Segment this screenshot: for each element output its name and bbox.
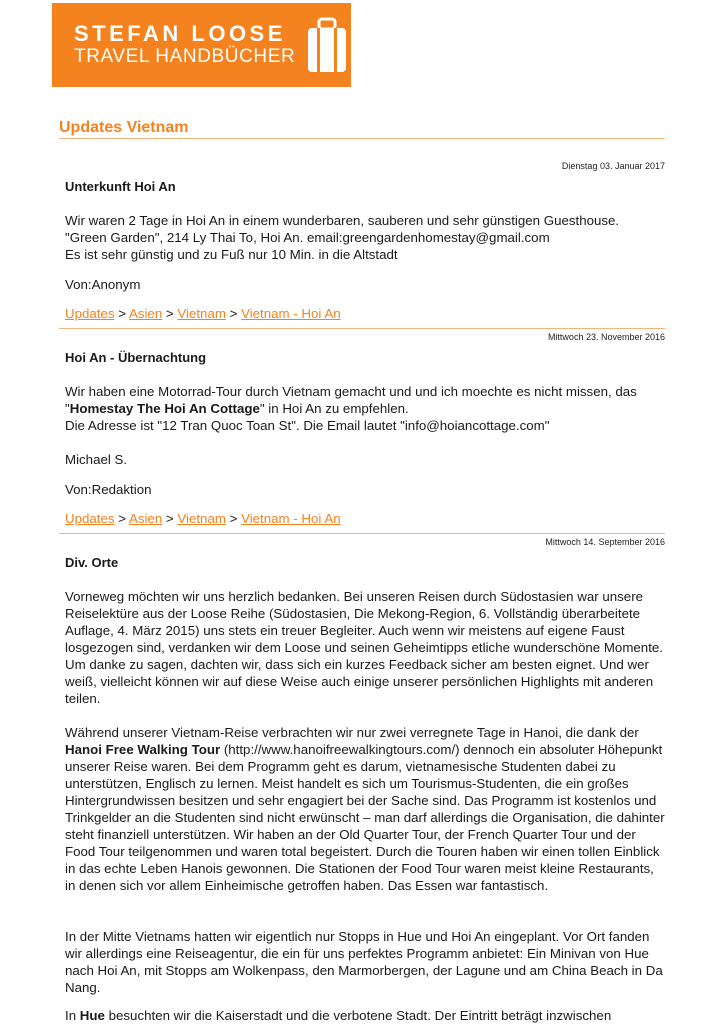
entry-date: Mittwoch 14. September 2016 [545,537,665,547]
breadcrumb-asien-link[interactable]: Asien [128,306,163,321]
breadcrumb-vietnam-hoi-an-link[interactable]: Vietnam - Hoi An [241,511,341,526]
entry-body-line: "Homestay The Hoi An Cottage" in Hoi An zu empfehlen. [65,401,409,416]
breadcrumb-vietnam-link[interactable]: Vietnam [177,306,226,321]
homestay-name: Homestay The Hoi An Cottage [69,401,260,416]
entry-author: Von:Redaktion [65,482,152,497]
tour-name: Hanoi Free Walking Tour [65,742,221,757]
entry-body-line: Wir waren 2 Tage in Hoi An in einem wunderbaren, sauberen und sehr günstigen Guesthouse. [65,213,620,228]
entry-title: Unterkunft Hoi An [65,179,176,194]
logo-line-2: TRAVEL HANDBÜCHER [74,46,296,67]
breadcrumb-asien-link[interactable]: Asien [128,511,163,526]
breadcrumb-vietnam-link[interactable]: Vietnam [177,511,226,526]
entry-author: Von:Anonym [65,277,141,292]
breadcrumb: Updates > Asien > Vietnam > Vietnam - Hoi An [65,511,341,526]
place-name: Hue [79,1008,105,1023]
entry-body-line: Wir haben eine Motorrad-Tour durch Vietnam gemacht und und ich moechte es nicht missen, das [65,384,637,399]
entry-title: Hoi An - Übernachtung [65,350,207,365]
entry-title: Div. Orte [65,555,119,570]
stefan-loose-logo[interactable] [52,3,351,87]
breadcrumb-updates-link[interactable]: Updates [65,511,115,526]
breadcrumb-vietnam-hoi-an-link[interactable]: Vietnam - Hoi An [241,306,341,321]
logo-line-1: STEFAN LOOSE [74,21,286,46]
breadcrumb: Updates > Asien > Vietnam > Vietnam - Hoi An [65,306,341,321]
entry-body-line: Es ist sehr günstig und zu Fuß nur 10 Min. in die Altstadt [65,247,398,262]
entry-paragraph: In Hue besuchten wir die Kaiserstadt und die verbotene Stadt. Der Eintritt beträgt inzwischen [65,1008,612,1023]
entry-divider [59,328,665,329]
entry-signature: Michael S. [65,452,128,467]
breadcrumb-updates-link[interactable]: Updates [65,306,115,321]
entry-divider [59,533,665,534]
entry-body-line: Die Adresse ist "12 Tran Quoc Toan St". Die Email lautet "info@hoiancottage.com" [65,418,550,433]
entry-date: Dienstag 03. Januar 2017 [561,161,665,171]
page-title: Updates Vietnam [59,119,665,139]
entry-paragraph: Vorneweg möchten wir uns herzlich bedanken. Bei unseren Reisen durch Südostasien war unsere Reiselektüre aus der Loose Reihe (Südostasien, Die Mekong-Region, 6. Vollständig überarbeitete Auflage, 4. März 2015) uns stets ein treuer Begleiter. Auch wenn wir meistens auf eigene Faust losgezogen sind, verdanken wir dem Loose und seinen Geheimtipps etliche wunderschöne Momente. Um danke zu sagen, dachten wir, dass sich ein kurzes Feedback sicher am besten eignet. Und wer weiß, vielleicht können wir auf diese Weise auch einige unserer persönlichen Highlights mit anderen teilen. [65,589,663,706]
entry-paragraph: In der Mitte Vietnams hatten wir eigentlich nur Stopps in Hue und Hoi An eingeplant. Vor Ort fanden wir allerdings eine Reiseagentur, die ein für uns perfektes Programm anbietet: Ein Minivan von Hue nach Hoi An, mit Stopps am Wolkenpass, den Marmorbergen, der Lagune und am China Beach in Da Nang. [65,929,663,995]
suitcase-icon [305,17,349,77]
entry-date: Mittwoch 23. November 2016 [547,332,665,342]
entry-paragraph: Während unserer Vietnam-Reise verbrachten wir nur zwei verregnete Tage in Hanoi, die dank der Hanoi Free Walking Tour (http://www.hanoifreewalkingtours.com/) dennoch ein absoluter Höhepunkt unserer Reise waren. Bei dem Programm geht es darum, vietnamesische Studenten dabei zu unterstützen, Englisch zu lernen. Meist handelt es sich um Tourismus-Studenten, die ein großes Hintergrundwissen besitzen und sehr engagiert bei der Sache sind. Das Programm ist kostenlos und Trinkgelder an die Studenten sind nicht erwünscht – man darf allerdings die Organisation, die dahinter steht finanziell unterstützen. Wir haben an der Old Quarter Tour, der French Quarter Tour und der Food Tour teilgenommen und waren total begeistert. Durch die Touren haben wir einen tollen Einblick in das echte Leben Hanois gewonnen. Die Stationen der Food Tour waren meist kleine Restaurants, in denen sich vor allem Einheimische getroffen haben. Das Essen war fantastisch. [65,725,665,893]
entry-body-line: "Green Garden", 214 Ly Thai To, Hoi An. email:greengardenhomestay@gmail.com [65,230,550,245]
